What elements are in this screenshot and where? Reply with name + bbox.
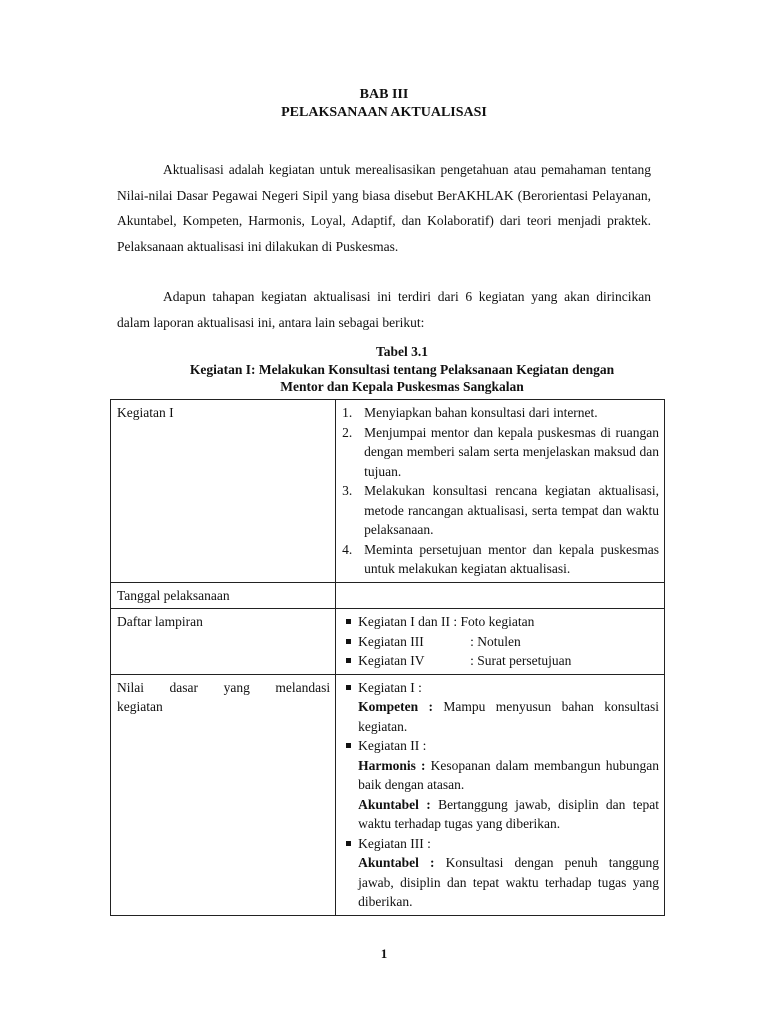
nilai-label-line1: Nilai dasar yang melandasi — [117, 679, 331, 695]
bullet-square-icon — [346, 639, 351, 644]
cell-lampiran-list — [336, 609, 665, 675]
chapter-title: PELAKSANAAN AKTUALISASI — [281, 105, 487, 120]
cell-nilai-label — [111, 674, 336, 915]
bullet-square-icon — [346, 685, 351, 690]
nilai-group-title: Kegiatan I : — [358, 679, 422, 695]
lampiran-value: : Foto kegiatan — [453, 614, 535, 629]
step-text: Melakukan konsultasi rencana kegiatan aktualisasi, metode rancangan aktualisasi, serta tempat dan waktu pelaksanaan. — [364, 483, 659, 537]
nilai-desc: Bertanggung jawab, disiplin dan tepat waktu terhadap tugas yang diberikan. — [358, 796, 660, 831]
nilai-desc: Mampu menyusun bahan konsultasi kegiatan. — [358, 699, 659, 734]
nilai-value — [342, 795, 659, 834]
nilai-term: Akuntabel : — [358, 796, 431, 812]
activity-table — [110, 399, 665, 916]
nilai-desc: Kesopanan dalam membangun hubungan baik dengan atasan. — [358, 757, 659, 792]
table-row-lampiran — [111, 609, 665, 675]
lampiran-value: : Notulen — [470, 633, 521, 649]
step-item — [342, 403, 659, 423]
nilai-term: Akuntabel : — [358, 855, 435, 870]
nilai-desc: Konsultasi dengan penuh tanggung jawab, disiplin dan tepat waktu terhadap tugas yang diberikan. — [358, 855, 660, 909]
step-item — [342, 423, 659, 482]
nilai-list — [342, 834, 659, 854]
paragraph-intro-text: Aktualisasi adalah kegiatan untuk merealisasikan pengetahuan atau pemahaman tentang Nilai-nilai Dasar Pegawai Negeri Sipil yang biasa disebut BerAKHLAK (Berorientasi Pelayanan, Akuntabel, Kompeten, Harmonis, Loyal, Adaptif, dan Kolaboratif) dari teori menjadi praktek. Pelaksanaan aktualisasi ini dilakukan di Puskesmas. — [117, 162, 651, 254]
nilai-list — [342, 736, 659, 756]
step-text: Menjumpai mentor dan kepala puskesmas di ruangan dengan memberi salam serta menjelaskan maksud dan tujuan. — [364, 424, 659, 479]
step-number: 1. — [342, 405, 353, 420]
cell-tanggal-value — [336, 582, 665, 609]
nilai-value — [342, 697, 659, 736]
nilai-value — [342, 756, 659, 795]
step-item — [342, 540, 659, 579]
nilai-group-title: Kegiatan III : — [358, 835, 431, 851]
step-number: 3. — [342, 483, 353, 498]
cell-lampiran-label: Daftar lampiran — [111, 609, 336, 675]
table-title-line1: Kegiatan I: Melakukan Konsultasi tentang Pelaksanaan Kegiatan dengan — [189, 362, 615, 377]
table-row-nilai — [111, 674, 665, 915]
lampiran-item — [342, 612, 659, 632]
nilai-term: Harmonis : — [358, 757, 426, 773]
step-text: Meminta persetujuan mentor dan kepala puskesmas untuk melakukan kegiatan aktualisasi. — [364, 541, 659, 576]
bullet-square-icon — [346, 841, 351, 846]
nilai-group-heading — [342, 678, 659, 698]
nilai-group-heading — [342, 834, 659, 854]
step-item — [342, 481, 659, 540]
paragraph-stages — [117, 284, 651, 335]
nilai-group-title: Kegiatan II : — [358, 738, 427, 753]
bullet-square-icon — [346, 743, 351, 748]
cell-kegiatan-label: Kegiatan I — [111, 400, 336, 583]
nilai-label-line2: kegiatan — [117, 699, 163, 714]
steps-list — [342, 403, 659, 579]
bullet-square-icon — [346, 619, 351, 624]
nilai-value — [342, 853, 659, 912]
lampiran-value: : Surat persetujuan — [470, 653, 572, 668]
cell-kegiatan-steps — [336, 400, 665, 583]
cell-tanggal-label: Tanggal pelaksanaan — [111, 582, 336, 609]
nilai-list — [342, 678, 659, 698]
paragraph-intro — [117, 157, 651, 259]
chapter-number: BAB III — [359, 87, 409, 102]
lampiran-name: Kegiatan IV — [358, 653, 425, 668]
step-number: 4. — [342, 541, 353, 557]
step-number: 2. — [342, 424, 353, 440]
lampiran-name: Kegiatan I dan II — [358, 614, 450, 629]
nilai-term: Kompeten : — [358, 699, 433, 714]
nilai-group-heading — [342, 736, 659, 756]
table-row-kegiatan — [111, 400, 665, 583]
lampiran-item — [342, 632, 659, 652]
bullet-square-icon — [346, 658, 351, 663]
step-text: Menyiapkan bahan konsultasi dari internet. — [364, 405, 598, 420]
lampiran-name: Kegiatan III — [358, 633, 424, 649]
table-row-tanggal — [111, 582, 665, 609]
table-number: Tabel 3.1 — [375, 344, 429, 359]
cell-nilai-values — [336, 674, 665, 915]
lampiran-item — [342, 651, 659, 671]
lampiran-list — [342, 612, 659, 671]
page-number: 1 — [380, 946, 388, 961]
paragraph-stages-text: Adapun tahapan kegiatan aktualisasi ini terdiri dari 6 kegiatan yang akan dirincikan dalam laporan aktualisasi ini, antara lain sebagai berikut: — [117, 289, 651, 330]
table-title-line2: Mentor dan Kepala Puskesmas Sangkalan — [280, 379, 524, 394]
